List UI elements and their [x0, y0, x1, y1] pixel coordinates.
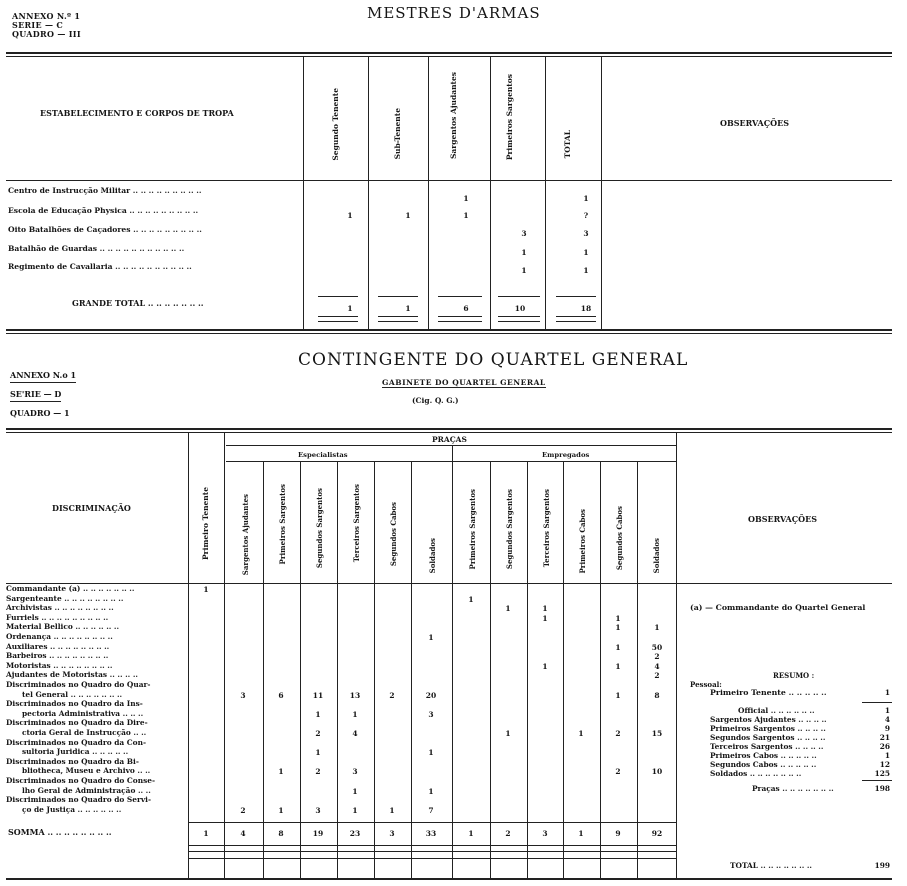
cell-value: 1	[615, 623, 621, 633]
annex-label: ANNEXO N.º 1	[12, 11, 81, 21]
table-row-label: pectoria Administrativa .. .. ..	[22, 708, 144, 718]
resumo-item-value: 1	[884, 706, 890, 715]
cell-value: 1	[578, 729, 584, 738]
grand-total-value: 1	[405, 304, 411, 313]
cell-value: 1	[521, 266, 527, 275]
table-row-label: Auxiliares .. .. .. .. .. .. .. ..	[6, 641, 110, 651]
resumo-pracas: Praças .. .. .. .. .. .. ..	[752, 784, 834, 793]
resumo-primeiro-tenente: Primeiro Tenente .. .. .. .. ..	[710, 688, 827, 697]
cell-value: 1	[505, 604, 511, 614]
somma-value: 3	[542, 829, 548, 838]
table-row-label: Discriminados no Quadro do Servi-	[6, 795, 152, 805]
cell-value: 1	[521, 248, 527, 257]
somma-value: 92	[651, 829, 663, 838]
column-header-espec-terceiros-sargentos: Terceiros Sargentos	[352, 484, 361, 563]
table-row-label: bliotheca, Museu e Archivo .. ..	[22, 766, 151, 776]
cell-value: 1	[428, 633, 434, 642]
cell-value: 3	[583, 229, 589, 238]
cell-value: 7	[428, 805, 434, 815]
cell-value: 1	[583, 194, 589, 203]
column-header-sub-tenente: Sub-Tenente	[393, 108, 402, 160]
column-header-empreg-terceiros-sargentos: Terceiros Sargentos	[542, 489, 551, 568]
resumo-item-value: 21	[879, 733, 890, 742]
resumo-item: Sargentos Ajudantes .. .. .. ..	[710, 715, 827, 724]
table-row-label: Batalhão de Guardas .. .. .. .. .. .. .. .. .. .. ..	[8, 244, 185, 253]
cell-value: ?	[583, 211, 589, 220]
table-row-label: Centro de Instrucção Militar .. .. .. .. .. .. .. .. ..	[8, 186, 202, 195]
cell-value: 1	[468, 594, 474, 604]
column-header-primeiro-tenente: Primeiro Tenente	[201, 487, 210, 560]
serie-label: SE'RIE — D	[10, 389, 61, 402]
resumo-item-value: 125	[874, 769, 890, 778]
cell-value: 1	[428, 786, 434, 796]
cell-value: 3	[315, 805, 321, 815]
resumo-heading: RESUMO :	[773, 671, 815, 680]
table-row-label: Barbeiros .. .. .. .. .. .. .. ..	[6, 651, 109, 661]
resumo-item: Primeiros Sargentos .. .. .. ..	[710, 724, 826, 733]
column-header-discriminacao: DISCRIMINAÇÃO	[52, 503, 131, 513]
column-header-total: TOTAL	[563, 130, 572, 159]
cell-value: 1	[542, 613, 548, 623]
somma-value: 8	[278, 829, 284, 838]
table-row-label: tel General .. .. .. .. .. .. ..	[22, 689, 123, 699]
cell-value: 20	[425, 690, 437, 700]
cell-value: 50	[651, 642, 663, 652]
somma-value: 4	[240, 829, 246, 838]
column-header-empreg-segundos-cabos: Segundos Cabos	[615, 506, 624, 571]
cell-value: 2	[389, 690, 395, 700]
table-row-label: Regimento de Cavallaria .. .. .. .. .. .. .. .. .. ..	[8, 262, 192, 271]
cell-value: 1	[315, 709, 321, 719]
cell-value: 1	[315, 748, 321, 758]
cell-value: 13	[349, 690, 361, 700]
cell-value: 1	[352, 805, 358, 815]
column-header-observacoes: OBSERVAÇÕES	[720, 118, 789, 128]
cell-value: 1	[583, 248, 589, 257]
column-header-especialistas: Especialistas	[298, 451, 348, 459]
resumo-item-value: 1	[884, 751, 890, 760]
column-header-pracas: PRAÇAS	[432, 435, 467, 444]
cell-value: 3	[352, 767, 358, 777]
table-row-label: Archivistas .. .. .. .. .. .. .. ..	[6, 603, 114, 613]
cell-value: 1	[615, 642, 621, 652]
grand-total-value: 6	[463, 304, 469, 313]
page-title: MESTRES D'ARMAS	[367, 4, 541, 22]
resumo-item: Segundos Cabos .. .. .. .. ..	[710, 760, 817, 769]
table-row-label: Ordenança .. .. .. .. .. .. .. ..	[6, 632, 113, 641]
column-header-empregados: Empregados	[542, 451, 590, 459]
column-header-observacoes: OBSERVAÇÕES	[748, 514, 817, 524]
cell-value: 1	[352, 786, 358, 796]
section-subtitle-abbrev: (Cig. Q. G.)	[412, 396, 459, 405]
cell-value: 2	[315, 729, 321, 738]
column-header-espec-segundos-cabos: Segundos Cabos	[389, 502, 398, 567]
table-row-label: Sargenteante .. .. .. .. .. .. .. ..	[6, 593, 124, 603]
column-header-espec-soldados: Soldados	[428, 538, 437, 574]
somma-value: 3	[389, 829, 395, 838]
table-row-label: Discriminados no Quadro da Ins-	[6, 699, 143, 709]
cell-value: 15	[651, 729, 663, 738]
column-header-primeiros-sargentos: Primeiros Sargentos	[505, 74, 514, 161]
annex-label: ANNEXO N.o 1	[10, 370, 76, 383]
resumo-item: Segundos Sargentos .. .. .. ..	[710, 733, 826, 742]
resumo-pracas-value: 198	[874, 784, 890, 793]
table-row-label: Discriminados no Quadro do Conse-	[6, 776, 156, 785]
column-header-segundo-tenente: Segundo Tenente	[331, 88, 340, 161]
resumo-item: Terceiros Sargentos .. .. .. ..	[710, 742, 824, 751]
cell-value: 1	[405, 211, 411, 220]
table-row-label: Discriminados no Quadro da Bi-	[6, 756, 139, 766]
resumo-item: Soldados .. .. .. .. .. .. ..	[710, 769, 802, 778]
somma-label: SOMMA .. .. .. .. .. .. .. ..	[8, 827, 112, 837]
cell-value: 4	[654, 661, 660, 671]
resumo-item-value: 4	[884, 715, 890, 724]
cell-value: 6	[278, 690, 284, 700]
table-row-label: Ajudantes de Motoristas .. .. .. ..	[6, 670, 138, 680]
table-row-label: Discriminados no Quadro do Quar-	[6, 680, 151, 689]
table-row-label: Discriminados no Quadro da Con-	[6, 737, 147, 747]
cell-value: 1	[278, 805, 284, 815]
section-subtitle: GABINETE DO QUARTEL GENERAL	[382, 378, 546, 387]
resumo-item-value: 9	[884, 724, 890, 733]
cell-value: 2	[240, 805, 246, 815]
table-row-label: ço de Justiça .. .. .. .. .. ..	[22, 804, 122, 814]
grand-total-value: 18	[580, 304, 592, 313]
cell-value: 1	[615, 690, 621, 700]
grand-total-value: 10	[514, 304, 526, 313]
cell-value: 8	[654, 690, 660, 700]
column-header-empreg-segundos-sargentos: Segundos Sargentos	[505, 489, 514, 570]
quadro-label: QUADRO — 1	[10, 408, 70, 418]
resumo-total: TOTAL .. .. .. .. .. .. ..	[730, 861, 812, 870]
column-header-empreg-primeiros-sargentos: Primeiros Sargentos	[468, 489, 477, 570]
column-header-sargentos-ajudantes: Sargentos Ajudantes	[449, 72, 458, 159]
cell-value: 1	[463, 194, 469, 203]
cell-value: 11	[312, 690, 324, 700]
column-header-empreg-primeiros-cabos: Primeiros Cabos	[578, 509, 587, 574]
cell-value: 1	[615, 661, 621, 671]
somma-value: 1	[578, 829, 584, 838]
cell-value: 1	[463, 211, 469, 220]
cell-value: 1	[583, 266, 589, 275]
resumo-item-value: 26	[879, 742, 890, 751]
table-row-label: Motoristas .. .. .. .. .. .. .. ..	[6, 660, 113, 670]
cell-value: 2	[654, 671, 660, 681]
table-row-label: Furriels .. .. .. .. .. .. .. .. ..	[6, 612, 109, 622]
somma-value: 23	[349, 829, 361, 838]
somma-value: 9	[615, 829, 621, 838]
cell-value: 3	[240, 690, 246, 700]
column-header-empreg-soldados: Soldados	[652, 538, 661, 574]
cell-value: 1	[542, 661, 548, 671]
somma-value: 2	[505, 829, 511, 838]
table-row-label: lho Geral de Administração .. ..	[22, 785, 151, 795]
somma-value: 1	[468, 829, 474, 838]
cell-value: 3	[428, 709, 434, 719]
somma-value: 33	[425, 829, 437, 838]
resumo-item-value: 12	[879, 760, 890, 769]
column-header-espec-segundos-sargentos: Segundos Sargentos	[315, 488, 324, 569]
cell-value: 10	[651, 767, 663, 777]
cell-value: 1	[389, 805, 395, 815]
resumo-primeiro-tenente-value: 1	[884, 688, 890, 697]
somma-value: 1	[203, 829, 209, 838]
cell-value: 2	[615, 767, 621, 777]
grand-total-label: GRANDE TOTAL .. .. .. .. .. .. ..	[72, 298, 204, 308]
cell-value: 4	[352, 729, 358, 738]
table-row-label: Oito Batalhões de Caçadores .. .. .. .. .. .. .. .. ..	[8, 225, 202, 234]
section-title: CONTINGENTE DO QUARTEL GENERAL	[298, 350, 689, 370]
resumo-pessoal: Pessoal:	[690, 680, 722, 689]
quadro-label: QUADRO — III	[12, 29, 81, 39]
resumo-total-value: 199	[874, 861, 890, 870]
cell-value: 1	[352, 709, 358, 719]
cell-value: 1	[278, 767, 284, 777]
cell-value: 1	[542, 604, 548, 614]
cell-value: 1	[347, 211, 353, 220]
column-header-espec-primeiros-sargentos: Primeiros Sargentos	[278, 484, 287, 565]
obs-note: (a) — Commandante do Quartel General	[690, 603, 866, 612]
cell-value: 1	[654, 623, 660, 633]
cell-value: 2	[315, 767, 321, 777]
table-row-label: sultoria Juridica .. .. .. .. ..	[22, 747, 129, 757]
table-row-label: Material Bellico .. .. .. .. .. ..	[6, 622, 120, 632]
column-header-estabelecimento: ESTABELECIMENTO E CORPOS DE TROPA	[40, 108, 234, 118]
table-row-label: Escola de Educação Physica .. .. .. .. .. .. .. .. ..	[8, 206, 199, 215]
somma-value: 19	[312, 829, 324, 838]
cell-value: 2	[654, 652, 660, 662]
serie-label: SERIE — C	[12, 20, 64, 30]
cell-value: 1	[203, 585, 209, 594]
cell-value: 2	[615, 729, 621, 738]
cell-value: 3	[521, 229, 527, 238]
resumo-item: Official .. .. .. .. .. ..	[738, 706, 815, 715]
table-row-label: ctoria Geral de Instrucção .. ..	[22, 728, 147, 737]
cell-value: 1	[505, 729, 511, 738]
cell-value: 1	[428, 748, 434, 758]
column-header-espec-sargentos-ajudantes: Sargentos Ajudantes	[241, 494, 250, 576]
table-row-label: Commandante (a) .. .. .. .. .. .. ..	[6, 584, 135, 593]
table-row-label: Discriminados no Quadro da Dire-	[6, 718, 148, 728]
resumo-item: Primeiros Cabos .. .. .. .. ..	[710, 751, 817, 760]
cell-value: 1	[615, 613, 621, 623]
grand-total-value: 1	[347, 304, 353, 313]
